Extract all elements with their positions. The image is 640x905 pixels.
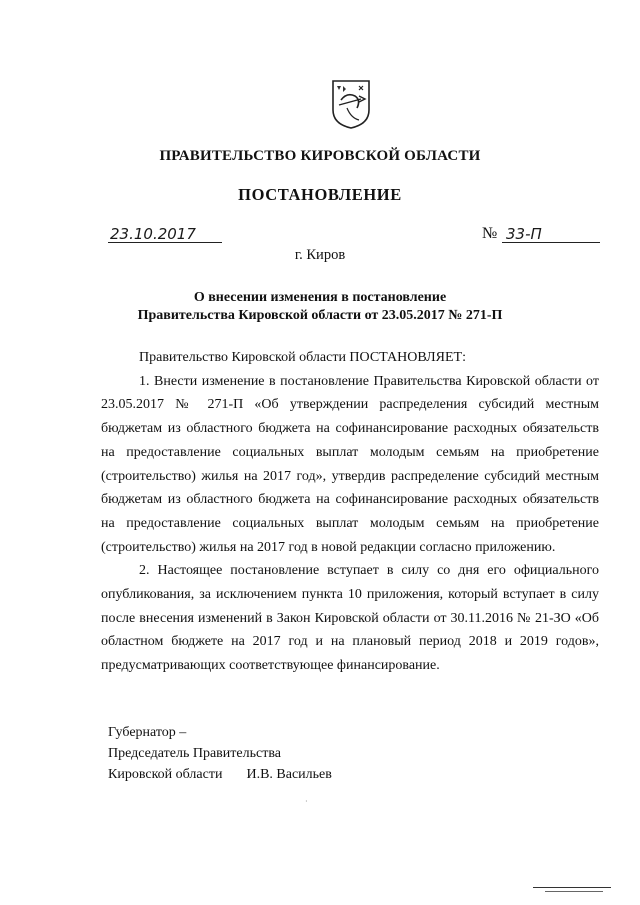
signature-title-2: Председатель Правительства: [108, 746, 281, 761]
document-number: 33-П: [502, 226, 600, 243]
document-subject: [0, 289, 640, 325]
intro-paragraph: Правительство Кировской области ПОСТАНОВЛЯЕТ:: [139, 350, 466, 365]
subject-line-2: Правительства Кировской области от 23.05.2017 № 271-П: [137, 308, 503, 323]
city: г. Киров: [294, 247, 346, 263]
footer-line: [533, 887, 611, 888]
signature-block: [108, 722, 332, 785]
document-type: ПОСТАНОВЛЕНИЕ: [238, 185, 402, 204]
signature-region: Кировской области: [108, 767, 223, 782]
number-label: №: [482, 225, 498, 242]
subject-line-1: О внесении изменения в постановление: [193, 290, 447, 305]
signature-title-1: Губернатор –: [108, 725, 187, 740]
document-body: [101, 346, 599, 678]
item-1-paragraph: 1. Внести изменение в постановление Правительства Кировской области от 23.05.2017 № 271-П «Об утверждении распределения субсидий местным бюджетам из областного бюджета на софинансирование расходных обязательств на предоставление социальных выплат молодым семьям на приобретение (строительство) жилья на 2017 год», утвердив распределение субсидий местным бюджетам из областного бюджета на софинансирование расходных обязательств на предоставление социальных выплат молодым семьям на приобретение (строительство) жилья на 2017 год в новой редакции согласно приложению.: [101, 373, 599, 555]
footer-line-2: [545, 891, 603, 892]
scan-mark: ·: [305, 797, 308, 806]
organization-title: ПРАВИТЕЛЬСТВО КИРОВСКОЙ ОБЛАСТИ: [159, 148, 481, 164]
signature-title-3: [108, 764, 332, 785]
document-date: 23.10.2017: [108, 226, 222, 243]
coat-of-arms-icon: [329, 78, 373, 130]
item-2-paragraph: 2. Настоящее постановление вступает в силу со дня его официального опубликования, за исключением пункта 10 приложения, который вступает в силу после внесения изменений в Закон Кировской области от 30.11.2016 № 21-ЗО «Об областном бюджете на 2017 год и на плановый период 2018 и 2019 годов», предусматривающих соответствующее финансирование.: [101, 563, 599, 674]
signatory-name: И.В. Васильев: [246, 767, 332, 782]
